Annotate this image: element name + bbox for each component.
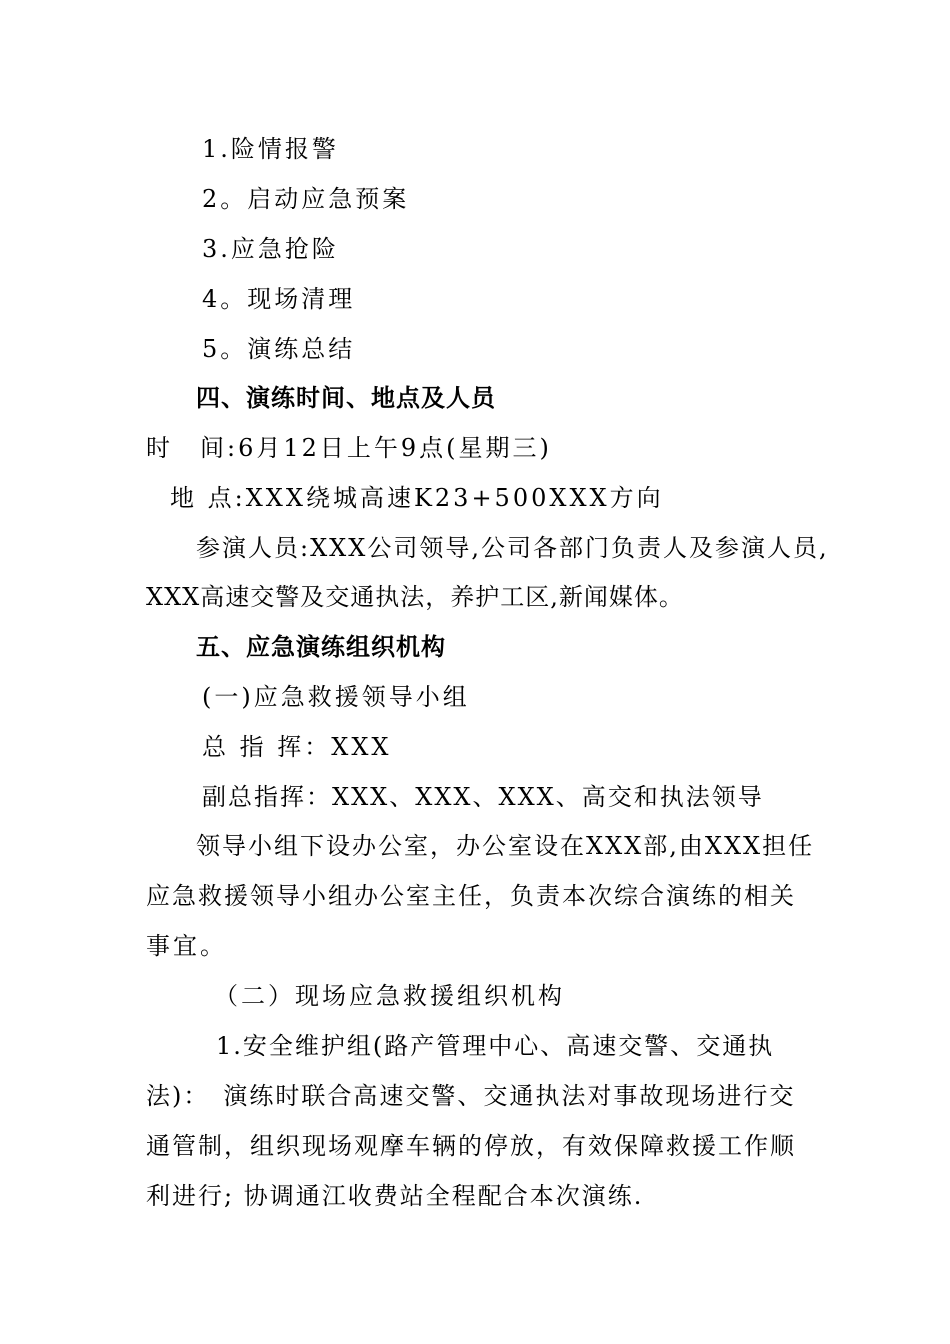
participants-line: XXX高速交警及交通执法，养护工区,新闻媒体。 [146, 583, 684, 611]
step-item: 5。演练总结 [202, 335, 356, 363]
drill-time: 时 间:6月12日上午9点(星期三) [146, 434, 552, 462]
section-heading: 四、演练时间、地点及人员 [196, 384, 496, 412]
step-item: 2。启动应急预案 [202, 185, 410, 213]
drill-place: 地 点:XXX绕城高速K23+500XXX方向 [170, 484, 664, 512]
paragraph-line: 事宜。 [146, 932, 227, 960]
participants-line: 参演人员:XXX公司领导,公司各部门负责人及参演人员, [196, 534, 829, 562]
section-heading: 五、应急演练组织机构 [196, 633, 446, 661]
step-item: 3.应急抢险 [202, 235, 339, 263]
subsection-title: （二）现场应急救援组织机构 [214, 982, 565, 1010]
paragraph-line: 应急救援领导小组办公室主任，负责本次综合演练的相关 [146, 882, 796, 910]
paragraph-line: 1.安全维护组(路产管理中心、高速交警、交通执 [216, 1032, 775, 1060]
paragraph-line: 通管制，组织现场观摩车辆的停放，有效保障救援工作顺 [146, 1132, 796, 1160]
step-item: 1.险情报警 [202, 135, 339, 163]
deputy-commander-line: 副总指挥：XXX、XXX、XXX、高交和执法领导 [202, 783, 764, 811]
step-item: 4。现场清理 [202, 285, 356, 313]
subsection-title: (一)应急救援领导小组 [202, 683, 470, 711]
commander-line: 总 指 挥：XXX [202, 733, 392, 761]
paragraph-line: 法)： 演练时联合高速交警、交通执法对事故现场进行交 [146, 1082, 796, 1110]
paragraph-line: 领导小组下设办公室，办公室设在XXX部,由XXX担任 [196, 832, 815, 860]
paragraph-line: 利进行; 协调通江收费站全程配合本次演练. [146, 1182, 644, 1210]
